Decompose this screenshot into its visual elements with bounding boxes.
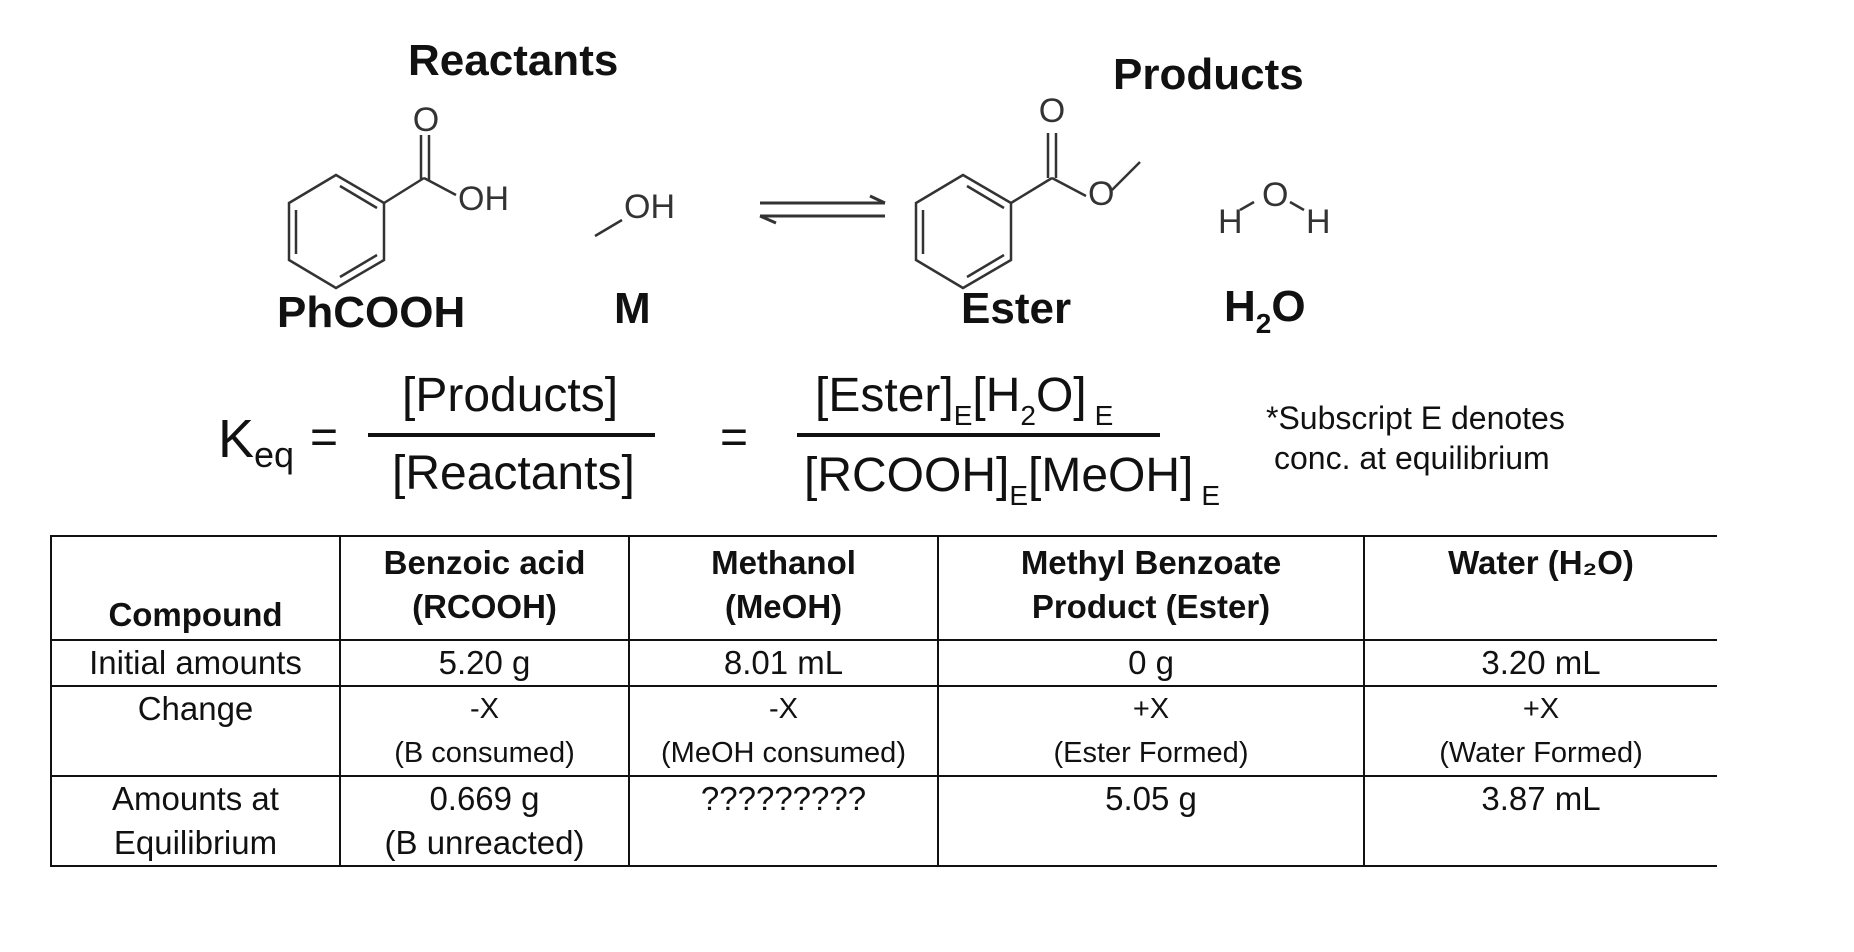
- cell-initial-methanol: 8.01 mL: [629, 640, 938, 686]
- denominator-reactants: [Reactants]: [392, 447, 635, 500]
- cell-change-water: +X (Water Formed): [1364, 686, 1717, 776]
- numerator-products: [Products]: [402, 369, 619, 422]
- water-o: O: [1262, 176, 1289, 214]
- reactants-heading: Reactants: [408, 36, 619, 85]
- keq-symbol: Keq: [218, 409, 295, 475]
- cell-eq-benzoic: 0.669 g (B unreacted): [340, 776, 629, 866]
- ester-ether-o: O: [1088, 175, 1115, 213]
- table-row: [51, 686, 1717, 776]
- row-label-initial: Initial amounts: [51, 640, 340, 686]
- fraction-bar-1: [368, 433, 655, 437]
- note-line-1: *Subscript E denotes: [1266, 400, 1565, 436]
- water-h-right: H: [1306, 203, 1331, 241]
- equilibrium-arrows: [760, 196, 885, 223]
- label-h2o: $H_2O$: [1224, 282, 1306, 339]
- header-methyl-benzoate: Methyl Benzoate Product (Ester): [938, 536, 1364, 640]
- cell-change-benzoic: -X (B consumed): [340, 686, 629, 776]
- label-phcooh: PhCOOH: [277, 288, 466, 337]
- keq-equals-2: =: [720, 411, 749, 464]
- products-heading: Products: [1113, 50, 1304, 99]
- benzoic-acid-structure: [289, 135, 456, 288]
- numerator-ester-water: $[Ester]_E[H_2O]$ $_E$: [815, 369, 1114, 431]
- equilibrium-table: [50, 535, 1717, 867]
- denominator-rcooh-meoh: $[RCOOH]_E[MeOH]$ $_E$: [804, 449, 1221, 511]
- label-ester: Ester: [961, 284, 1072, 333]
- methanol-oh: OH: [624, 188, 675, 226]
- table-header-row: [51, 536, 1717, 640]
- header-methanol: Methanol (MeOH): [629, 536, 938, 640]
- row-label-change: Change: [51, 686, 340, 776]
- methanol-bond: [595, 220, 622, 236]
- note-line-2: conc. at equilibrium: [1274, 440, 1550, 476]
- cell-eq-ester: 5.05 g: [938, 776, 1364, 866]
- water-h-left: H: [1218, 203, 1243, 241]
- row-label-equilibrium: Amounts at Equilibrium: [51, 776, 340, 866]
- benzoic-acid-oh: OH: [458, 180, 509, 218]
- header-water: Water (H₂O): [1364, 536, 1717, 640]
- cell-eq-methanol: ?????????: [629, 776, 938, 866]
- cell-initial-benzoic: 5.20 g: [340, 640, 629, 686]
- header-benzoic-acid: Benzoic acid (RCOOH): [340, 536, 629, 640]
- ester-carbonyl-o: O: [1038, 92, 1066, 130]
- table-row: [51, 776, 1717, 866]
- cell-eq-water: 3.87 mL: [1364, 776, 1717, 866]
- reaction-scheme: [0, 0, 1854, 339]
- table-row: [51, 640, 1717, 686]
- label-m: M: [614, 284, 651, 333]
- cell-change-methanol: -X (MeOH consumed): [629, 686, 938, 776]
- subscript-note: [1266, 398, 1565, 478]
- keq-equals-1: =: [310, 411, 339, 464]
- cell-initial-water: 3.20 mL: [1364, 640, 1717, 686]
- header-compound: Compound: [51, 536, 340, 640]
- fraction-bar-2: [797, 433, 1160, 437]
- cell-initial-ester: 0 g: [938, 640, 1364, 686]
- cell-change-ester: +X (Ester Formed): [938, 686, 1364, 776]
- benzoic-acid-carbonyl-o: O: [412, 101, 440, 139]
